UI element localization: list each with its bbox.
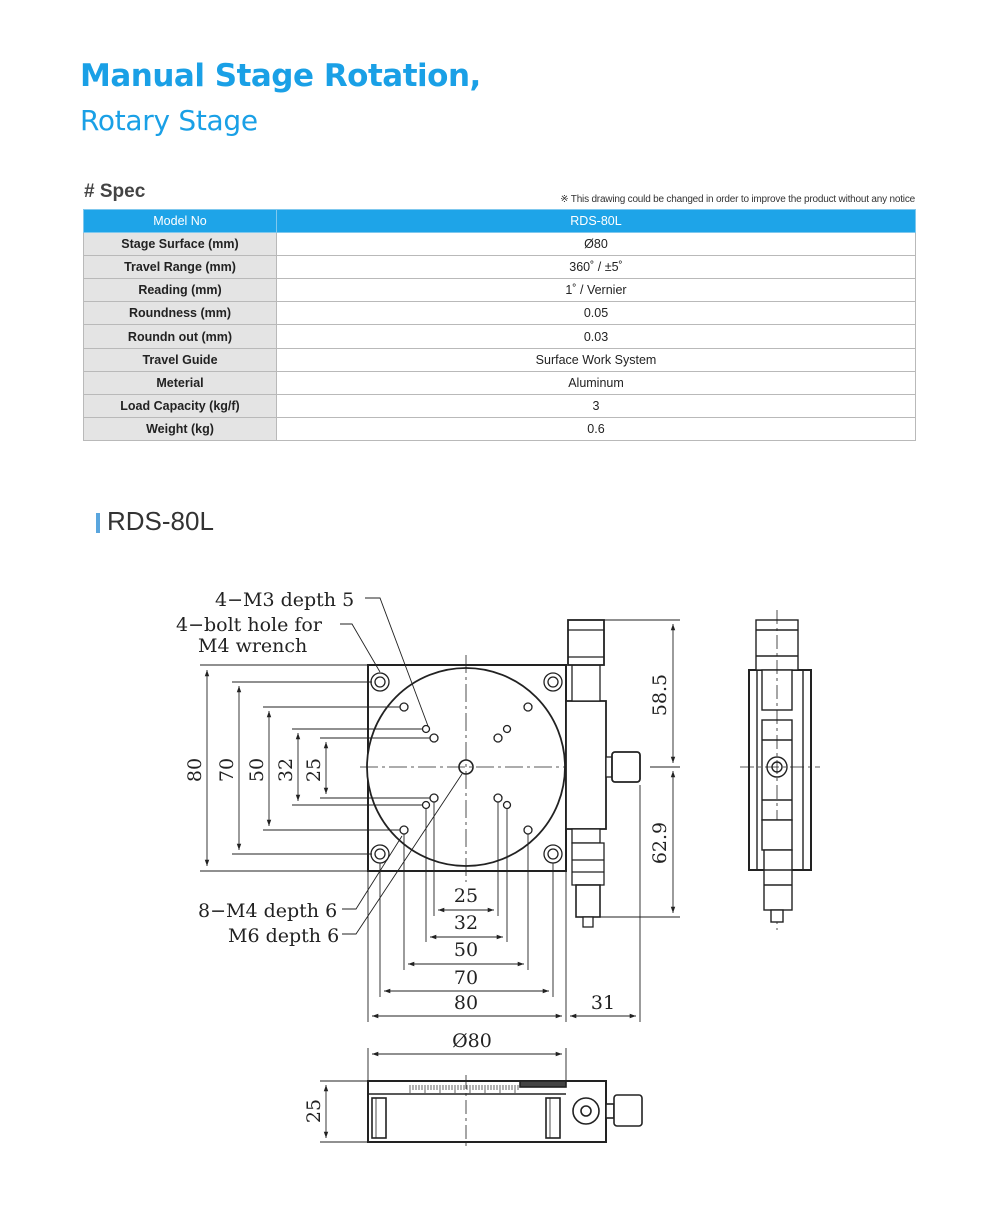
- dim-height-25: 25: [303, 1098, 325, 1124]
- dim-v80: 80: [184, 757, 206, 783]
- dim-h80: 80: [453, 992, 479, 1014]
- dim-629: 62.9: [649, 821, 671, 865]
- side-view: [740, 610, 820, 930]
- spec-table: [83, 209, 916, 441]
- dim-h50: 50: [453, 939, 479, 961]
- label-m4: 8−M4 depth 6: [198, 900, 338, 922]
- spec-header-row: [84, 210, 916, 233]
- spec-label: Meterial: [84, 371, 277, 394]
- label-m6: M6 depth 6: [228, 925, 340, 947]
- heading-accent-bar: [96, 513, 100, 533]
- dim-h31: 31: [590, 992, 616, 1014]
- spec-label: Load Capacity (kg/f): [84, 394, 277, 417]
- page-subtitle: Rotary Stage: [80, 104, 258, 137]
- model-name: RDS-80L: [107, 506, 214, 536]
- dim-diameter: Ø80: [452, 1030, 492, 1052]
- spec-header-label: Model No: [84, 210, 277, 233]
- spec-label: Weight (kg): [84, 417, 277, 440]
- spec-heading: # Spec: [84, 181, 146, 202]
- spec-value: 360˚ / ±5˚: [277, 256, 916, 279]
- top-view: [360, 620, 640, 927]
- spec-value: 1˚ / Vernier: [277, 279, 916, 302]
- dim-v50: 50: [246, 757, 268, 783]
- spec-row: [84, 348, 916, 371]
- spec-label: Reading (mm): [84, 279, 277, 302]
- spec-row: [84, 302, 916, 325]
- spec-value: 0.6: [277, 417, 916, 440]
- page-title: Manual Stage Rotation,: [80, 58, 481, 94]
- dim-v70: 70: [216, 757, 238, 783]
- spec-row: [84, 325, 916, 348]
- spec-label: Roundn out (mm): [84, 325, 277, 348]
- label-m3: 4−M3 depth 5: [215, 589, 355, 611]
- spec-value: Surface Work System: [277, 348, 916, 371]
- spec-value: 0.03: [277, 325, 916, 348]
- dim-v32: 32: [275, 757, 297, 783]
- spec-label: Roundness (mm): [84, 302, 277, 325]
- dim-h25: 25: [453, 885, 479, 907]
- spec-row: [84, 233, 916, 256]
- spec-label: Stage Surface (mm): [84, 233, 277, 256]
- spec-value: Aluminum: [277, 371, 916, 394]
- spec-value: Ø80: [277, 233, 916, 256]
- drawing-notice: ※ This drawing could be changed in order to improve the product without any notice: [560, 194, 915, 205]
- dim-585: 58.5: [649, 673, 671, 717]
- dim-h32: 32: [453, 912, 479, 934]
- label-bolt-line2: M4 wrench: [198, 635, 308, 657]
- front-view-body: [368, 1075, 642, 1150]
- spec-row: [84, 417, 916, 440]
- spec-label: Travel Range (mm): [84, 256, 277, 279]
- spec-value: 0.05: [277, 302, 916, 325]
- dim-h70: 70: [453, 967, 479, 989]
- spec-row: [84, 371, 916, 394]
- spec-header-value: RDS-80L: [277, 210, 916, 233]
- spec-label: Travel Guide: [84, 348, 277, 371]
- spec-row: [84, 279, 916, 302]
- technical-drawing: [0, 560, 1000, 1200]
- spec-row: [84, 394, 916, 417]
- spec-row: [84, 256, 916, 279]
- spec-value: 3: [277, 394, 916, 417]
- label-bolt-line1: 4−bolt hole for: [176, 614, 322, 636]
- dim-v25: 25: [303, 757, 325, 783]
